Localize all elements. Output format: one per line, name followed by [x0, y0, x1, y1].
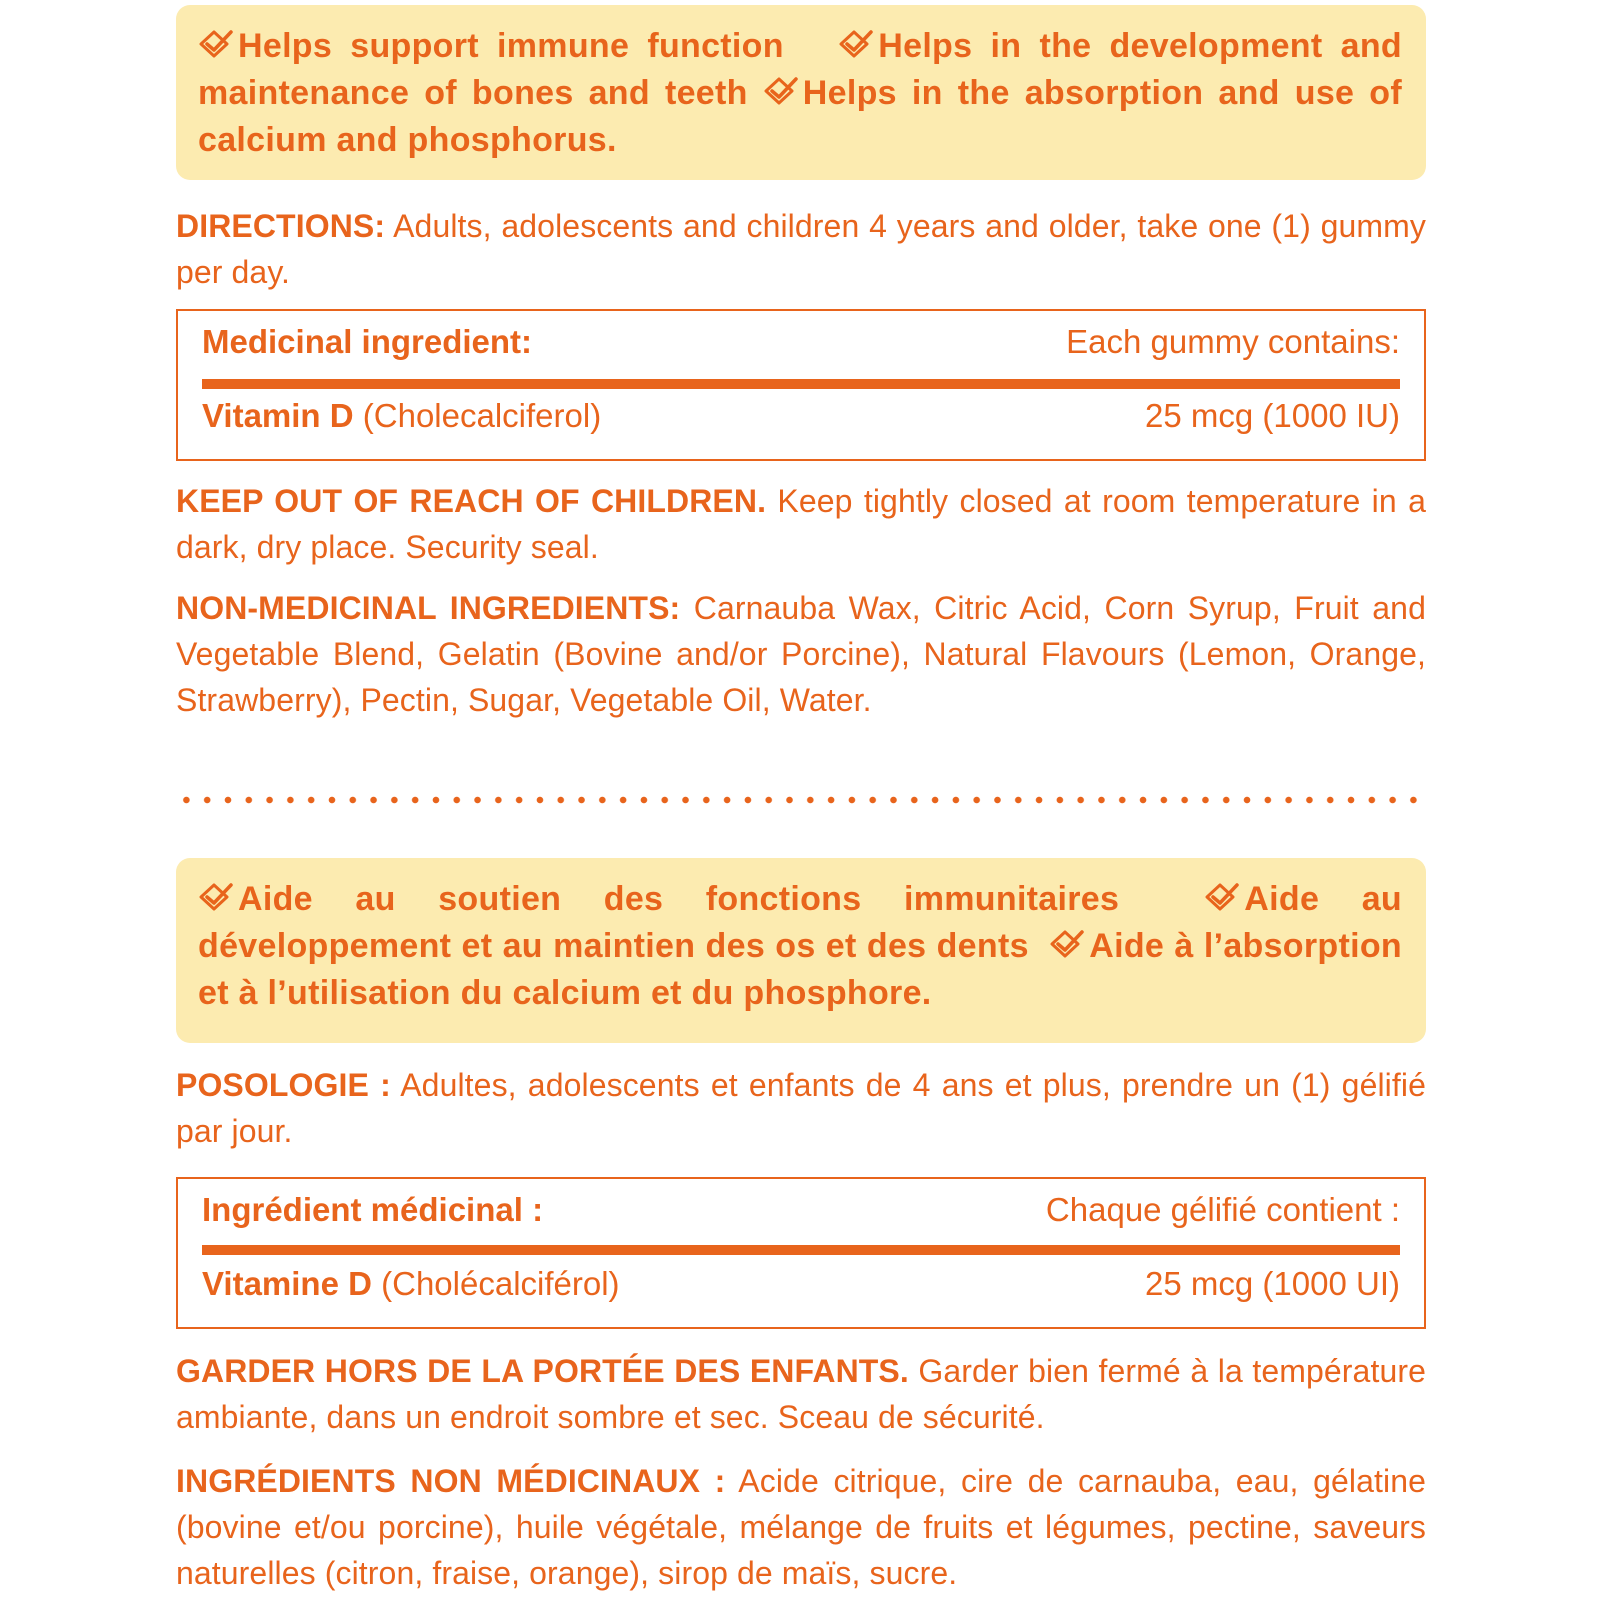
table-header-right: Each gummy contains: — [1066, 323, 1400, 360]
table-header-right: Chaque gélifié contient : — [1045, 1191, 1400, 1228]
check-diamond-icon — [198, 29, 234, 59]
benefit-item: Aide au développement et au maintien des os et des dents — [198, 880, 1402, 965]
ingredient-detail: (Cholécalciférol) — [381, 1265, 620, 1302]
french-non-medicinal — [176, 1458, 1426, 1596]
french-ingredient-table — [176, 1177, 1426, 1329]
check-diamond-icon — [198, 882, 234, 912]
table-header-left: Ingrédient médicinal : — [202, 1191, 544, 1228]
benefit-item: Helps in the absorption and use of calcium and phosphorus. — [198, 74, 1403, 159]
english-directions — [176, 203, 1426, 295]
benefit-item: Helps in the development and maintenance of bones and teeth — [198, 27, 1402, 112]
french-warning — [176, 1348, 1426, 1440]
ingredient-name: Vitamin D — [202, 397, 354, 434]
warning-text: Garder bien fermé à la température ambiante, dans un endroit sombre et sec. Sceau de sécurité. — [176, 1353, 1426, 1435]
benefit-item: Aide à l’absorption et à l’utilisation du calcium et du phosphore. — [198, 927, 1402, 1012]
warning-label: GARDER HORS DE LA PORTÉE DES ENFANTS. — [176, 1353, 909, 1389]
dotted-separator — [176, 796, 1426, 804]
check-diamond-icon — [838, 29, 874, 59]
french-directions — [176, 1062, 1426, 1154]
ingredient-detail: (Cholecalciferol) — [362, 397, 602, 434]
check-diamond-icon — [1049, 929, 1085, 959]
table-divider — [202, 379, 1400, 389]
check-diamond-icon — [1204, 882, 1240, 912]
non-medicinal-text: Carnauba Wax, Citric Acid, Corn Syrup, Fruit and Vegetable Blend, Gelatin (Bovine and/or Porcine), Natural Flavours (Lemon, Orange, Strawberry), Pectin, Sugar, Vegetable Oil, Water. — [176, 590, 1426, 718]
non-medicinal-label: NON-MEDICINAL INGREDIENTS: — [176, 590, 681, 626]
non-medicinal-text: Acide citrique, cire de carnauba, eau, gélatine (bovine et/ou porcine), huile végétale, mélange de fruits et légumes, pectine, saveurs naturelles (citron, fraise, orange), sirop de maïs, sucre. — [176, 1463, 1426, 1591]
ingredient-amount: 25 mcg (1000 UI) — [1145, 1265, 1400, 1302]
table-divider — [202, 1245, 1400, 1255]
benefit-item: Helps support immune function — [198, 27, 784, 65]
non-medicinal-label: INGRÉDIENTS NON MÉDICINAUX : — [176, 1463, 726, 1499]
ingredient-row — [202, 1265, 1400, 1303]
directions-label: POSOLOGIE : — [176, 1067, 391, 1103]
benefit-item: Aide au soutien des fonctions immunitaires — [198, 880, 1119, 918]
english-non-medicinal — [176, 585, 1426, 723]
ingredient-row — [202, 397, 1400, 435]
warning-label: KEEP OUT OF REACH OF CHILDREN. — [176, 483, 767, 519]
directions-text: Adultes, adolescents et enfants de 4 ans et plus, prendre un (1) gélifié par jour. — [176, 1067, 1426, 1149]
ingredient-label — [202, 397, 601, 435]
english-warning — [176, 478, 1426, 570]
ingredient-amount: 25 mcg (1000 IU) — [1145, 397, 1400, 434]
check-diamond-icon — [763, 76, 799, 106]
english-benefits-box — [176, 5, 1426, 180]
french-benefits-box — [176, 858, 1426, 1043]
english-ingredient-table — [176, 309, 1426, 461]
ingredient-table-header — [202, 1191, 1400, 1229]
warning-text: Keep tightly closed at room temperature in a dark, dry place. Security seal. — [176, 483, 1426, 565]
ingredient-table-header — [202, 323, 1400, 361]
directions-text: Adults, adolescents and children 4 years and older, take one (1) gummy per day. — [176, 208, 1426, 290]
directions-label: DIRECTIONS: — [176, 208, 386, 244]
ingredient-label — [202, 1265, 620, 1303]
table-header-left: Medicinal ingredient: — [202, 323, 533, 360]
ingredient-name: Vitamine D — [202, 1265, 372, 1302]
